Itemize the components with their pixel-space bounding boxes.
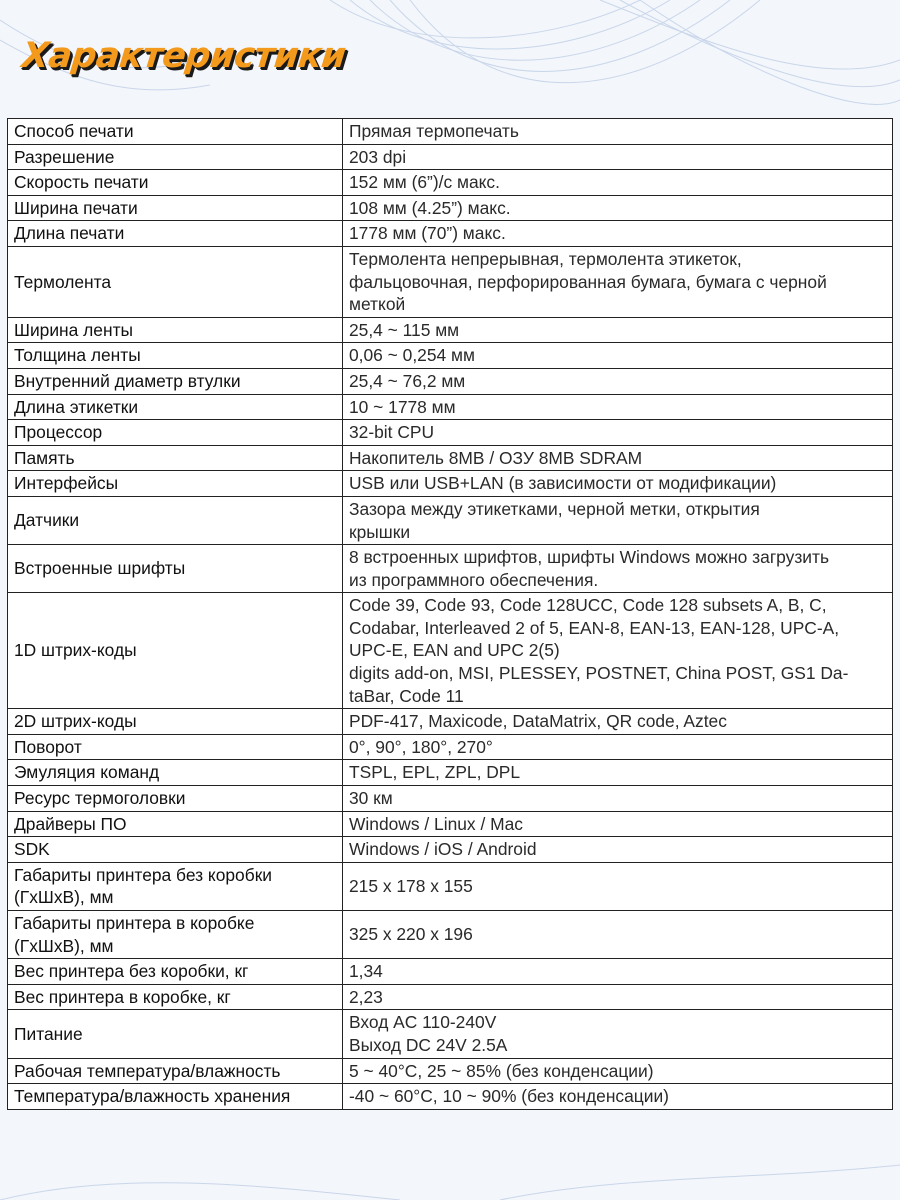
table-row	[8, 119, 893, 145]
specifications-table	[7, 118, 893, 1110]
table-row	[8, 760, 893, 786]
spec-parameter-cell	[8, 837, 343, 863]
spec-value-text: 203 dpi	[349, 146, 407, 167]
spec-value-cell	[343, 170, 893, 196]
spec-value-cell	[343, 144, 893, 170]
spec-value-cell	[343, 420, 893, 446]
spec-parameter-label: Способ печати	[14, 121, 134, 141]
spec-parameter-cell	[8, 709, 343, 735]
spec-parameter-label: Драйверы ПО	[14, 813, 127, 834]
table-row	[8, 1058, 893, 1084]
table-row	[8, 837, 893, 863]
table-row	[8, 317, 893, 343]
table-row	[8, 786, 893, 812]
spec-value-text: -40 ~ 60°C, 10 ~ 90% (без конденсации)	[349, 1086, 669, 1107]
spec-value-text: меткой	[349, 294, 406, 315]
spec-value-cell	[343, 593, 893, 709]
spec-parameter-label: 1D штрих-коды	[14, 640, 137, 661]
spec-parameter-cell	[8, 445, 343, 471]
table-row	[8, 1010, 893, 1058]
spec-parameter-label: Процессор	[14, 422, 103, 443]
spec-value-text: Windows / Linux / Mac	[349, 813, 523, 834]
spec-value-cell	[343, 734, 893, 760]
spec-value-cell	[343, 959, 893, 985]
spec-parameter-cell	[8, 496, 343, 544]
spec-value-text: UPC-E, EAN and UPC 2(5)	[349, 640, 560, 661]
spec-value-cell	[343, 119, 893, 145]
spec-value-text: 0°, 90°, 180°, 270°	[349, 736, 493, 757]
spec-parameter-cell	[8, 911, 343, 959]
spec-parameter-label: Ширина ленты	[14, 319, 134, 340]
spec-parameter-cell	[8, 545, 343, 593]
spec-parameter-label: (ГхШхВ), мм	[14, 935, 114, 956]
spec-value-text: 10 ~ 1778 мм	[349, 396, 456, 417]
spec-parameter-label: Скорость печати	[14, 172, 149, 193]
spec-parameter-label: Ресурс термоголовки	[14, 788, 186, 809]
spec-value-cell	[343, 445, 893, 471]
spec-parameter-label: Память	[14, 447, 75, 468]
spec-value-cell	[343, 1058, 893, 1084]
table-row	[8, 709, 893, 735]
spec-value-text: Codabar, Interleaved 2 of 5, EAN-8, EAN-13, EAN-128, UPC-A,	[349, 617, 840, 638]
spec-value-cell	[343, 811, 893, 837]
spec-value-cell	[343, 317, 893, 343]
spec-parameter-cell	[8, 368, 343, 394]
table-row	[8, 496, 893, 544]
table-row	[8, 195, 893, 221]
table-row	[8, 911, 893, 959]
spec-value-cell	[343, 246, 893, 317]
table-row	[8, 170, 893, 196]
spec-value-cell	[343, 1084, 893, 1110]
spec-parameter-label: Эмуляция команд	[14, 762, 160, 783]
table-row	[8, 420, 893, 446]
spec-parameter-label: SDK	[14, 839, 50, 860]
spec-value-cell	[343, 862, 893, 910]
spec-parameter-label: Габариты принтера в коробке	[14, 913, 255, 933]
spec-value-text: 8 встроенных шрифтов, шрифты Windows можно загрузить	[349, 547, 830, 568]
table-row	[8, 862, 893, 910]
spec-value-text: 1778 мм (70”) макс.	[349, 223, 506, 244]
spec-value-cell	[343, 1010, 893, 1058]
spec-parameter-cell	[8, 343, 343, 369]
spec-value-text: 5 ~ 40°C, 25 ~ 85% (без конденсации)	[349, 1060, 654, 1081]
table-row	[8, 734, 893, 760]
spec-parameter-label: Температура/влажность хранения	[14, 1086, 291, 1107]
spec-parameter-cell	[8, 144, 343, 170]
spec-parameter-label: Ширина печати	[14, 197, 138, 218]
spec-value-text: Зазора между этикетками, черной метки, открытия	[349, 498, 760, 519]
spec-value-text: 0,06 ~ 0,254 мм	[349, 345, 475, 366]
spec-value-text: Windows / iOS / Android	[349, 839, 537, 860]
spec-value-text: Накопитель 8MB / ОЗУ 8MB SDRAM	[349, 447, 643, 468]
table-row	[8, 343, 893, 369]
table-row	[8, 445, 893, 471]
spec-value-text: крышки	[349, 521, 411, 542]
spec-parameter-cell	[8, 246, 343, 317]
spec-value-text: taBar, Code 11	[349, 685, 464, 706]
spec-parameter-cell	[8, 221, 343, 247]
table-row	[8, 368, 893, 394]
table-row	[8, 471, 893, 497]
table-row	[8, 593, 893, 709]
spec-parameter-label: Длина печати	[14, 223, 125, 244]
spec-value-text: 152 мм (6”)/с макс.	[349, 172, 500, 193]
spec-parameter-label: Питание	[14, 1023, 83, 1044]
spec-parameter-cell	[8, 959, 343, 985]
spec-parameter-label: Вес принтера без коробки, кг	[14, 961, 249, 982]
spec-value-cell	[343, 195, 893, 221]
spec-value-cell	[343, 760, 893, 786]
spec-parameter-cell	[8, 734, 343, 760]
spec-parameter-label: Термолента	[14, 271, 112, 292]
spec-parameter-cell	[8, 420, 343, 446]
spec-value-text: Code 39, Code 93, Code 128UCC, Code 128 subsets A, B, C,	[349, 595, 827, 616]
spec-value-text: TSPL, EPL, ZPL, DPL	[349, 762, 521, 783]
spec-parameter-label: Внутренний диаметр втулки	[14, 370, 241, 391]
spec-parameter-label: Разрешение	[14, 146, 115, 167]
spec-parameter-cell	[8, 760, 343, 786]
spec-parameter-label: Интерфейсы	[14, 473, 119, 494]
spec-parameter-label: Длина этикетки	[14, 396, 139, 417]
spec-value-text: 325 x 220 x 196	[349, 924, 473, 945]
spec-parameter-label: 2D штрих-коды	[14, 711, 137, 732]
spec-value-text: 1,34	[349, 961, 383, 982]
spec-value-text: PDF-417, Maxicode, DataMatrix, QR code, Aztec	[349, 711, 727, 732]
table-row	[8, 984, 893, 1010]
spec-parameter-cell	[8, 394, 343, 420]
spec-parameter-label: Габариты принтера без коробки	[14, 864, 273, 885]
spec-value-text: 25,4 ~ 76,2 мм	[349, 370, 466, 391]
specifications-table-body	[8, 119, 893, 1110]
spec-value-text: digits add-on, MSI, PLESSEY, POSTNET, China POST, GS1 Da-	[349, 663, 849, 684]
table-row	[8, 221, 893, 247]
table-row	[8, 545, 893, 593]
spec-parameter-cell	[8, 811, 343, 837]
spec-parameter-label: Вес принтера в коробке, кг	[14, 986, 231, 1007]
spec-value-text: Термолента непрерывная, термолента этикеток,	[349, 248, 742, 269]
spec-value-cell	[343, 911, 893, 959]
table-row	[8, 1084, 893, 1110]
spec-value-text: USB или USB+LAN (в зависимости от модификации)	[349, 473, 777, 494]
spec-parameter-label: Рабочая температура/влажность	[14, 1060, 281, 1081]
spec-parameter-cell	[8, 1058, 343, 1084]
spec-value-text: 108 мм (4.25”) макс.	[349, 197, 511, 218]
spec-parameter-cell	[8, 195, 343, 221]
table-row	[8, 811, 893, 837]
spec-value-cell	[343, 545, 893, 593]
spec-value-cell	[343, 368, 893, 394]
spec-parameter-cell	[8, 1084, 343, 1110]
spec-value-cell	[343, 786, 893, 812]
spec-parameter-cell	[8, 317, 343, 343]
spec-value-cell	[343, 496, 893, 544]
spec-value-text: 25,4 ~ 115 мм	[349, 319, 460, 340]
spec-value-text: Вход AC 110-240V	[349, 1012, 497, 1033]
spec-value-cell	[343, 837, 893, 863]
spec-value-text: 2,23	[349, 986, 383, 1007]
spec-value-text: фальцовочная, перфорированная бумага, бумага с черной	[349, 271, 827, 292]
spec-parameter-label: Датчики	[14, 510, 80, 531]
spec-value-text: Выход DC 24V 2.5A	[349, 1034, 508, 1055]
spec-value-cell	[343, 343, 893, 369]
spec-value-cell	[343, 394, 893, 420]
spec-parameter-label: Встроенные шрифты	[14, 558, 186, 579]
spec-value-cell	[343, 984, 893, 1010]
spec-parameter-cell	[8, 862, 343, 910]
spec-value-text: Прямая термопечать	[349, 121, 519, 141]
spec-value-text: 30 км	[349, 788, 393, 809]
spec-value-text: 32-bit CPU	[349, 422, 435, 443]
table-row	[8, 246, 893, 317]
spec-value-cell	[343, 221, 893, 247]
spec-parameter-cell	[8, 471, 343, 497]
spec-value-text: из программного обеспечения.	[349, 569, 599, 590]
spec-parameter-label: (ГхШхВ), мм	[14, 887, 114, 908]
spec-parameter-cell	[8, 1010, 343, 1058]
spec-parameter-label: Поворот	[14, 736, 82, 757]
spec-value-text: 215 x 178 x 155	[349, 876, 473, 897]
spec-value-cell	[343, 471, 893, 497]
table-row	[8, 144, 893, 170]
page-title: Характеристики	[19, 36, 348, 76]
spec-parameter-cell	[8, 119, 343, 145]
table-row	[8, 959, 893, 985]
spec-parameter-cell	[8, 170, 343, 196]
table-row	[8, 394, 893, 420]
spec-parameter-label: Толщина ленты	[14, 345, 141, 366]
spec-parameter-cell	[8, 593, 343, 709]
spec-parameter-cell	[8, 984, 343, 1010]
spec-parameter-cell	[8, 786, 343, 812]
spec-value-cell	[343, 709, 893, 735]
